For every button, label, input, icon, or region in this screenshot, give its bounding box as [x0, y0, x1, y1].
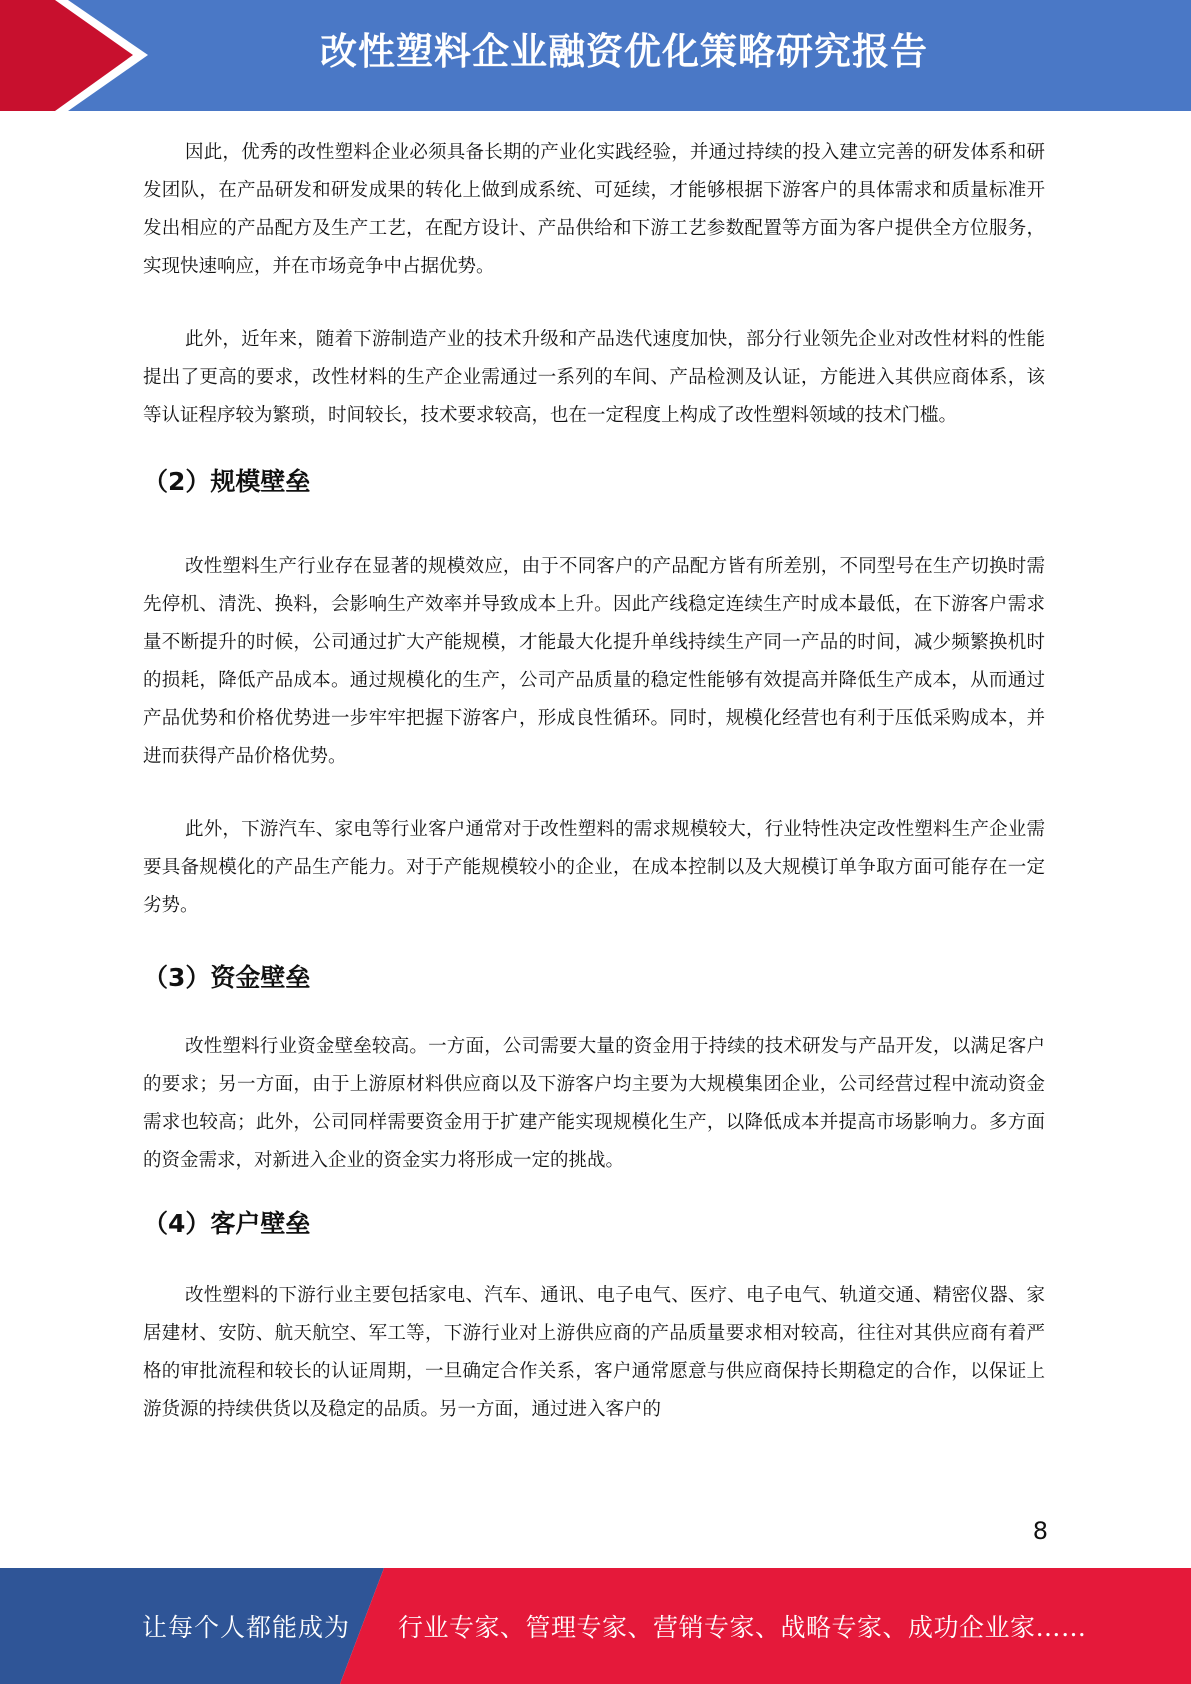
footer-slogan-right: 行业专家、管理专家、营销专家、战略专家、成功企业家…… — [398, 1613, 1087, 1642]
paragraph: 改性塑料生产行业存在显著的规模效应，由于不同客户的产品配方皆有所差别，不同型号在生产切换时需先停机、清洗、换料，会影响生产效率并导致成本上升。因此产线稳定连续生产时成本最低，在下游客户需求量不断提升的时候，公司通过扩大产能规模，才能最大化提升单线持续生产同一产品的时间，减少频繁换机时的损耗，降低产品成本。通过规模化的生产，公司产品质量的稳定性能够有效提高并降低生产成本，从而通过产品优势和价格优势进一步牢牢把握下游客户，形成良性循环。同时，规模化经营也有利于压低采购成本，并进而获得产品价格优势。 — [143, 556, 1045, 767]
paragraph: 此外，近年来，随着下游制造产业的技术升级和产品迭代速度加快，部分行业领先企业对改性材料的性能提出了更高的要求，改性材料的生产企业需通过一系列的车间、产品检测及认证，方能进入其供应商体系，该等认证程序较为繁琐，时间较长，技术要求较高，也在一定程度上构成了改性塑料领域的技术门槛。 — [143, 329, 1045, 426]
section-heading-capital-barrier: （3）资金壁垒 — [143, 963, 311, 992]
page-footer — [0, 1568, 1191, 1684]
section-heading-customer-barrier: （4）客户壁垒 — [143, 1209, 311, 1238]
page-content — [143, 134, 1045, 1429]
page-header — [0, 0, 1191, 111]
paragraph: 因此，优秀的改性塑料企业必须具备长期的产业化实践经验，并通过持续的投入建立完善的研发体系和研发团队，在产品研发和研发成果的转化上做到成系统、可延续，才能够根据下游客户的具体需求和质量标准开发出相应的产品配方及生产工艺，在配方设计、产品供给和下游工艺参数配置等方面为客户提供全方位服务，实现快速响应，并在市场竞争中占据优势。 — [143, 142, 1045, 277]
paragraph: 此外，下游汽车、家电等行业客户通常对于改性塑料的需求规模较大，行业特性决定改性塑料生产企业需要具备规模化的产品生产能力。对于产能规模较小的企业，在成本控制以及大规模订单争取方面可能存在一定劣势。 — [143, 819, 1045, 916]
report-title: 改性塑料企业融资优化策略研究报告 — [320, 30, 928, 73]
section-heading-scale-barrier: （2）规模壁垒 — [143, 467, 311, 496]
page-number: 8 — [1032, 1517, 1048, 1545]
paragraph: 改性塑料行业资金壁垒较高。一方面，公司需要大量的资金用于持续的技术研发与产品开发，以满足客户的要求；另一方面，由于上游原材料供应商以及下游客户均主要为大规模集团企业，公司经营过程中流动资金需求也较高；此外，公司同样需要资金用于扩建产能实现规模化生产，以降低成本并提高市场影响力。多方面的资金需求，对新进入企业的资金实力将形成一定的挑战。 — [143, 1036, 1045, 1171]
paragraph: 改性塑料的下游行业主要包括家电、汽车、通讯、电子电气、医疗、电子电气、轨道交通、精密仪器、家居建材、安防、航天航空、军工等，下游行业对上游供应商的产品质量要求相对较高，往往对其供应商有着严格的审批流程和较长的认证周期，一旦确定合作关系，客户通常愿意与供应商保持长期稳定的合作，以保证上游货源的持续供货以及稳定的品质。另一方面，通过进入客户的 — [143, 1285, 1045, 1420]
footer-slogan-left: 让每个人都能成为 — [142, 1613, 351, 1642]
header-arrow-decoration — [0, 0, 160, 111]
